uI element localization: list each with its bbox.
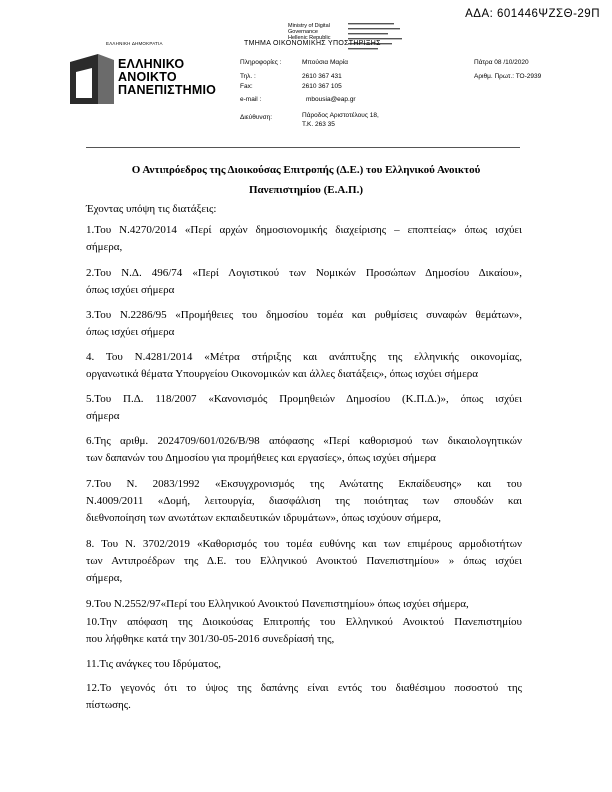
clause-line: 3.Του Ν.2286/95 «Προμήθειες του δημοσίου τομέα και ρυθμίσεις συναφών θεμάτων», [86, 309, 522, 321]
logo-line-1: ΕΛΛΗΝΙΚΟ [118, 57, 185, 71]
clause-12 [86, 680, 522, 714]
clause-line: Ν.4009/2011 «Δομή, λειτουργία, διασφάλιση της ποιότητας των σπουδών και [86, 495, 522, 507]
clause-5 [86, 391, 522, 425]
clause-6 [86, 433, 522, 467]
clause-line: 8. Του Ν. 3702/2019 «Καθορισμός του τομέα ευθύνης και των επιμέρους αρμοδιοτήτων [86, 538, 522, 550]
clause-11 [86, 656, 522, 673]
hellenic-republic-label: ΕΛΛΗΝΙΚΗ ΔΗΜΟΚΡΑΤΙΑ [106, 41, 163, 46]
contact-label: Πληροφορίες : [240, 59, 282, 66]
ministry-line-2: Governance [288, 29, 318, 35]
clause-line: 11.Τις ανάγκες του Ιδρύματος, [86, 658, 221, 670]
clause-line: σήμερα, [86, 241, 123, 253]
clause-line: 4. Του Ν.4281/2014 «Μέτρα στήριξης και ανάπτυξης της ελληνικής οικονομίας, [86, 351, 522, 363]
logo-line-3: ΠΑΝΕΠΙΣΤΗΜΙΟ [118, 83, 217, 97]
clause-line: σήμερα [86, 410, 120, 422]
document-date: Πάτρα 08 /10/2020 [474, 59, 529, 66]
clause-10 [86, 614, 522, 648]
clause-line: 2.Του Ν.Δ. 496/74 «Περί Λογιστικού των Νομικών Προσώπων Δημοσίου Δικαίου», [86, 267, 522, 279]
clause-line: 9.Του Ν.2552/97«Περί του Ελληνικού Ανοικτού Πανεπιστημίου» όπως ισχύει σήμερα, [86, 598, 469, 610]
intro-text: Έχοντας υπόψη τις διατάξεις: [86, 203, 217, 215]
university-logo-icon [68, 52, 116, 106]
fax-value: 2610 367 105 [302, 83, 342, 90]
phone-label: Τηλ. : [240, 73, 256, 80]
title-line-1: Ο Αντιπρόεδρος της Διοικούσας Επιτροπής (Δ.Ε.) του Ελληνικού Ανοικτού [131, 164, 481, 176]
clause-line: 6.Της αριθμ. 2024709/601/026/Β/98 απόφασης «Περί καθορισμού των δικαιολογητικών [86, 435, 522, 447]
clause-line: πίστωσης. [86, 699, 131, 711]
fax-label: Fax: [240, 83, 253, 90]
clause-2 [86, 265, 522, 299]
email-label: e-mail : [240, 96, 262, 103]
document-title [86, 160, 526, 200]
contact-value: Μπούσια Μαρία [302, 59, 349, 66]
ministry-fine-print-graphic [348, 22, 408, 54]
clause-line: 12.Το γεγονός ότι το ύψος της δαπάνης είναι εντός του διαθέσιμου ποσοστού της [86, 682, 522, 694]
clause-line: όπως ισχύει σήμερα [86, 284, 175, 296]
address-line-1: Πάροδος Αριστοτέλους 18, [302, 112, 379, 119]
clause-line: που λήφθηκε κατά την 301/30-05-2016 συνεδρίασή της, [86, 633, 335, 645]
ada-code: ΑΔΑ: 601446ΨΖΣΘ-29Π [465, 8, 600, 20]
ministry-line-3: Hellenic Republic [288, 35, 331, 41]
clause-line: 1.Του Ν.4270/2014 «Περί αρχών δημοσιονομικής διαχείρισης – εποπτείας» όπως ισχύει [86, 224, 522, 236]
university-logo [68, 52, 218, 108]
ministry-fine-print [348, 22, 408, 55]
address-label: Διεύθυνση: [240, 114, 273, 121]
header-divider [86, 147, 520, 148]
clause-4 [86, 349, 522, 383]
clause-line: των Αντιπροέδρων της Δ.Ε. του Ελληνικού Ανοικτού Πανεπιστημίου» » όπως ισχύει [86, 555, 522, 567]
clause-line: διεθνοποίηση των ανωτάτων εκπαιδευτικών ιδρυμάτων», όπως ισχύουν σήμερα, [86, 512, 441, 524]
clause-line: σήμερα, [86, 572, 123, 584]
ministry-label [288, 23, 331, 41]
clause-7 [86, 476, 522, 527]
clause-9 [86, 596, 522, 613]
address-line-2: Τ.Κ. 263 35 [302, 121, 335, 128]
clause-3 [86, 307, 522, 341]
clause-line: των δαπανών του Δημοσίου για προμήθειες και εργασίες», όπως ισχύει σήμερα [86, 452, 436, 464]
clause-line: οργανωτικά θέματα Υπουργείου Οικονομικών και άλλες διατάξεις», όπως ισχύει σήμερα [86, 368, 478, 380]
protocol-number: Αριθμ. Πρωτ.: ΤΟ-2939 [474, 73, 542, 80]
title-line-2: Πανεπιστημίου (Ε.Α.Π.) [248, 184, 364, 196]
unit-title: ΤΜΗΜΑ ΟΙΚΟΝΟΜΙΚΗΣ ΥΠΟΣΤΗΡΙΞΗΣ [244, 40, 381, 47]
clause-line: 10.Την απόφαση της Διοικούσας Επιτροπής του Ελληνικού Ανοικτού Πανεπιστημίου [86, 616, 522, 628]
clause-line: 5.Του Π.Δ. 118/2007 «Κανονισμός Προμηθειών Δημοσίου (Κ.Π.Δ.)», όπως ισχύει [86, 393, 522, 405]
phone-value: 2610 367 431 [302, 73, 342, 80]
clause-line: 7.Του Ν. 2083/1992 «Εκσυγχρονισμός της Ανώτατης Εκπαίδευσης» και του [86, 478, 522, 490]
ministry-line-1: Ministry of Digital [288, 23, 330, 29]
email-value[interactable]: mbousia@eap.gr [306, 96, 356, 103]
logo-line-2: ΑΝΟΙΚΤΟ [118, 70, 177, 84]
logo-text [118, 58, 216, 97]
clause-1 [86, 222, 522, 256]
clause-line: όπως ισχύει σήμερα [86, 326, 175, 338]
clause-8 [86, 536, 522, 587]
